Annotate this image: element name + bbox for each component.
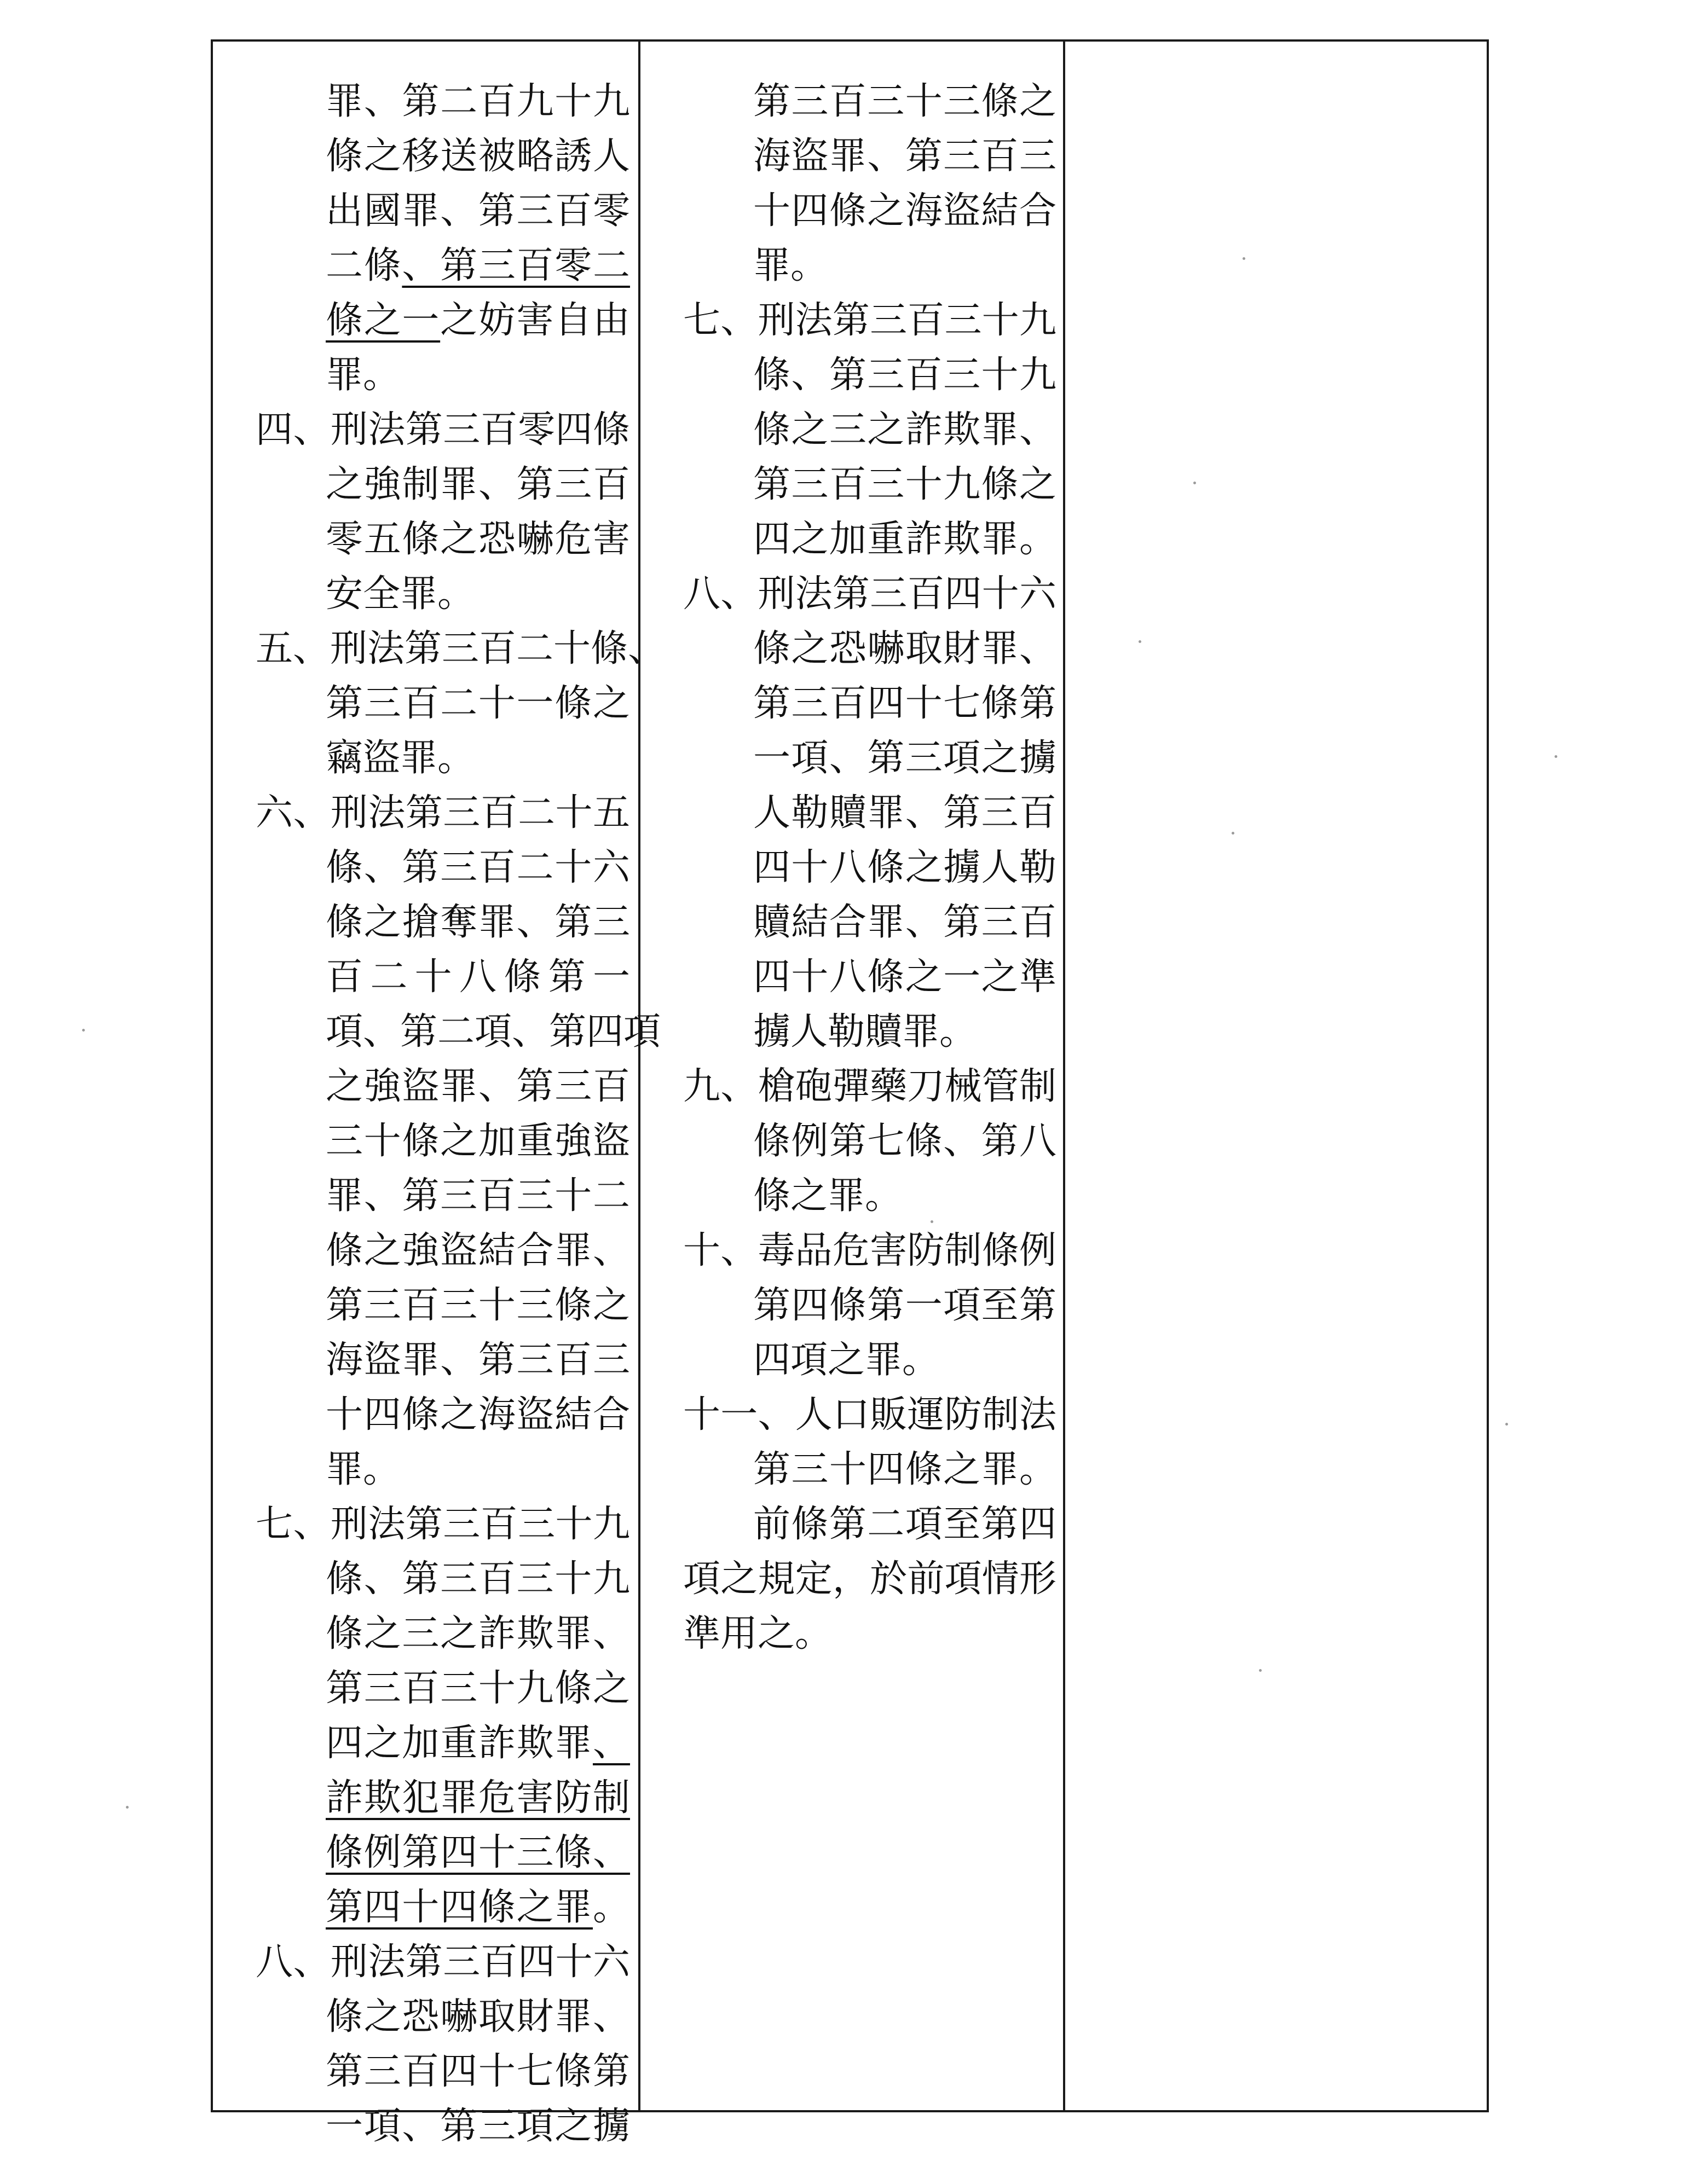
text-line [326, 731, 630, 786]
line-text: 第三百四十七條第 [326, 2050, 630, 2093]
line-text: 條之恐嚇取財罪、 [326, 1995, 630, 2038]
text-line [753, 512, 1056, 567]
line-text: 四之加重詐欺罪。 [753, 518, 1056, 561]
scan-speck [1555, 755, 1557, 758]
text-line [326, 1607, 630, 1661]
text-line [326, 1114, 630, 1169]
text-line [326, 1990, 630, 2044]
column-current-text [640, 42, 1065, 2110]
scan-speck [1243, 257, 1245, 260]
scan-speck [1193, 482, 1196, 484]
text-line [753, 1114, 1056, 1169]
text-line [326, 1826, 630, 1880]
line-text: 人勒贖罪、第三百 [753, 791, 1056, 835]
column-explanation [1065, 42, 1487, 2110]
text-line [326, 567, 630, 622]
text-line [753, 1005, 1056, 1059]
text-line [326, 1059, 630, 1114]
text-line [683, 1607, 1056, 1661]
line-text: 條之罪。 [753, 1174, 903, 1218]
text-line [753, 403, 1056, 457]
line-text: 罪、第三百三十二 [326, 1174, 630, 1218]
line-text: 安全罪。 [326, 572, 475, 616]
line-text: 零五條之恐嚇危害 [326, 518, 630, 561]
text-line [753, 74, 1056, 129]
line-text: 條之三之詐欺罪、 [326, 1612, 630, 1655]
line-text: 條之搶奪罪、第三 [326, 901, 630, 944]
line-text: 項、第二項、第四項 [326, 1010, 661, 1053]
text-line [753, 184, 1056, 239]
text-line [753, 841, 1056, 895]
line-text: 準用之。 [683, 1612, 833, 1655]
text-line [683, 1552, 1056, 1607]
text-line [326, 841, 630, 895]
text-line [326, 1333, 630, 1388]
text-line [753, 1278, 1056, 1333]
line-text: 第三百三十九條之 [753, 463, 1056, 506]
line-text: 六、刑法第三百二十五 [256, 791, 630, 835]
line-text: 之強盜罪、第三百 [326, 1065, 630, 1108]
text-line [753, 1443, 1056, 1497]
line-text: 之強制罪、第三百 [326, 463, 630, 506]
text-line [326, 1716, 630, 1771]
text-line [326, 1388, 630, 1443]
scan-speck [1139, 640, 1141, 643]
line-text: 四之加重詐欺罪 [326, 1722, 593, 1765]
underlined-text: 第四十四條之罪 [326, 1886, 593, 1929]
text-line [753, 950, 1056, 1005]
text-line [326, 1443, 630, 1497]
text-line [753, 622, 1056, 676]
line-text: 之妨害自由 [440, 299, 630, 342]
line-text: 九、槍砲彈藥刀械管制 [683, 1065, 1056, 1108]
scan-speck [1232, 832, 1234, 835]
text-line [326, 1880, 630, 1935]
text-line [683, 567, 1056, 622]
text-line [753, 348, 1056, 403]
text-line [326, 950, 630, 1005]
line-text: 二條 [326, 244, 402, 287]
text-line [753, 129, 1056, 184]
line-text: 第四條第一項至第 [753, 1284, 1056, 1327]
text-line [753, 1333, 1056, 1388]
line-text: 竊盜罪。 [326, 737, 475, 780]
line-text: 海盜罪、第三百三 [753, 135, 1056, 178]
line-text: 十、毒品危害防制條例 [683, 1229, 1056, 1272]
text-line [256, 1935, 630, 1990]
line-text: 擄人勒贖罪。 [753, 1010, 977, 1053]
underlined-text: 、第三百零二 [402, 244, 630, 287]
line-text: 出國罪、第三百零 [326, 189, 630, 233]
line-text: 八、刑法第三百四十六 [256, 1940, 630, 1984]
line-text: 八、刑法第三百四十六 [683, 572, 1056, 616]
scan-speck [1505, 1423, 1508, 1426]
line-text: 四、刑法第三百零四條 [256, 408, 630, 451]
text-line [326, 512, 630, 567]
text-line [326, 676, 630, 731]
text-line [326, 1224, 630, 1278]
line-text: 四項之罪。 [753, 1339, 940, 1382]
line-text: 第三百三十九條之 [326, 1667, 630, 1710]
line-text: 一項、第三項之擄 [753, 737, 1056, 780]
text-line [326, 348, 630, 403]
line-text: 條之強盜結合罪、 [326, 1229, 630, 1272]
text-line [326, 1278, 630, 1333]
line-text: 條之移送被略誘人 [326, 135, 630, 178]
line-text: 第三十四條之罪。 [753, 1448, 1056, 1491]
scan-speck [82, 1029, 85, 1032]
text-line [326, 1169, 630, 1224]
comparison-table [211, 39, 1489, 2148]
text-line [326, 1005, 661, 1059]
line-text: 海盜罪、第三百三 [326, 1339, 630, 1382]
text-line [683, 293, 1056, 348]
line-text: 百二十八條第一 [326, 955, 630, 999]
line-text: 四十八條之擄人勒 [753, 846, 1056, 889]
line-text: 條、第三百三十九 [326, 1557, 630, 1601]
text-line [753, 1169, 1056, 1224]
text-line [683, 1224, 1056, 1278]
line-text: 前條第二項至第四 [753, 1503, 1056, 1546]
text-line [326, 293, 630, 348]
text-line [326, 184, 630, 239]
scan-speck [1259, 1669, 1262, 1672]
line-text: 罪。 [326, 1448, 401, 1491]
line-text: 十四條之海盜結合 [753, 189, 1056, 233]
line-text: 七、刑法第三百三十九 [256, 1503, 630, 1546]
line-text: 第三百二十一條之 [326, 682, 630, 725]
line-text: 罪。 [753, 244, 828, 287]
line-text: 十四條之海盜結合 [326, 1393, 630, 1436]
line-text: 贖結合罪、第三百 [753, 901, 1056, 944]
text-line [753, 239, 1056, 293]
underlined-text: 條例第四十三條、 [326, 1831, 630, 1874]
line-text: 條之恐嚇取財罪、 [753, 627, 1056, 670]
scan-speck [126, 1806, 129, 1809]
text-line [326, 457, 630, 512]
line-text: 第三百三十三條之 [326, 1284, 630, 1327]
text-line [753, 786, 1056, 841]
underlined-text: 詐欺犯罪危害防制 [326, 1776, 630, 1820]
text-line [683, 1388, 1056, 1443]
text-line [326, 1661, 630, 1716]
underlined-text: 、 [592, 1722, 630, 1765]
line-text: 項之規定，於前項情形 [683, 1557, 1056, 1601]
line-text: 罪、第二百九十九 [326, 80, 630, 123]
scan-speck [931, 1220, 933, 1223]
text-line [256, 622, 666, 676]
line-text: 三十條之加重強盜 [326, 1120, 630, 1163]
text-line [326, 1552, 630, 1607]
text-line [326, 239, 630, 293]
text-line [326, 129, 630, 184]
line-text: 五、刑法第三百二十條、 [256, 627, 666, 670]
text-line [753, 457, 1056, 512]
text-line [326, 2044, 630, 2099]
text-line [753, 676, 1056, 731]
text-line [753, 731, 1056, 786]
underlined-text: 條之一 [326, 299, 441, 342]
line-text: 第三百四十七條第 [753, 682, 1056, 725]
line-text: 條、第三百二十六 [326, 846, 630, 889]
text-line [256, 403, 630, 457]
text-line [683, 1059, 1056, 1114]
text-line [326, 1771, 630, 1826]
line-text: 四十八條之一之準 [753, 955, 1056, 999]
text-line [256, 1497, 630, 1552]
line-text: 條之三之詐欺罪、 [753, 408, 1056, 451]
line-text: 一項、第三項之擄 [326, 2105, 630, 2148]
text-line [326, 74, 630, 129]
text-line [256, 786, 630, 841]
text-line [326, 2099, 630, 2154]
line-text: 。 [592, 1886, 630, 1929]
line-text: 七、刑法第三百三十九 [683, 299, 1056, 342]
line-text: 條、第三百三十九 [753, 354, 1056, 397]
text-line [326, 895, 630, 950]
line-text: 第三百三十三條之 [753, 80, 1056, 123]
line-text: 十一、人口販運防制法 [683, 1393, 1056, 1436]
column-amended-text [213, 42, 666, 2148]
text-line [753, 895, 1056, 950]
line-text: 罪。 [326, 354, 401, 397]
line-text: 條例第七條、第八 [753, 1120, 1056, 1163]
text-line [753, 1497, 1056, 1552]
